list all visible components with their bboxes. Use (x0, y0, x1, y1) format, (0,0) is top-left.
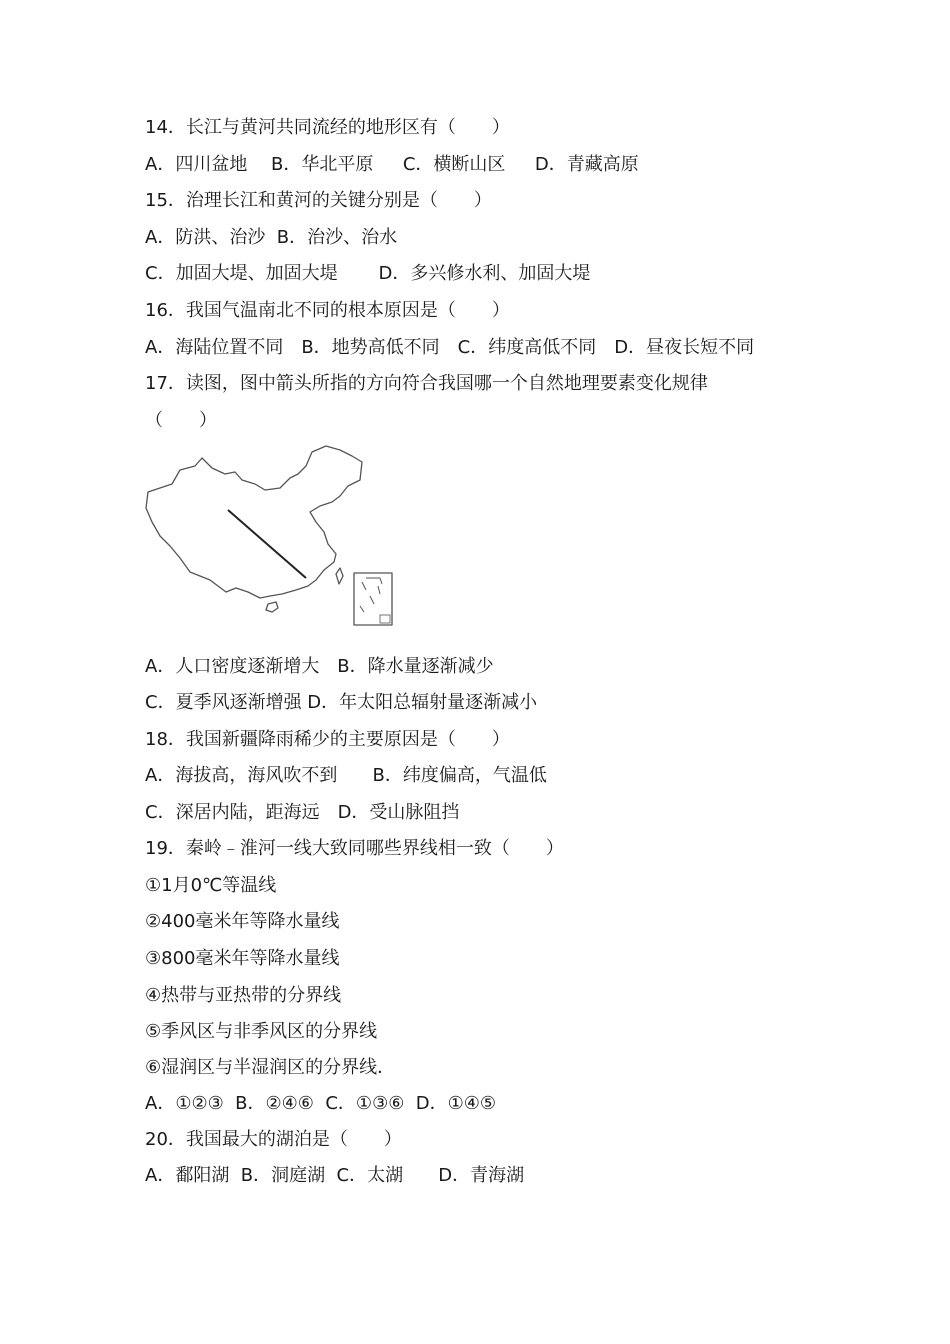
question-20-options: A．鄱阳湖 B．洞庭湖 C．太湖 D．青海湖 (145, 1165, 525, 1186)
china-map-figure (140, 440, 400, 635)
question-19-item-2: ②400毫米年等降水量线 (145, 911, 340, 932)
question-14-options: A．四川盆地 B．华北平原 C．横断山区 D．青藏高原 (145, 154, 639, 175)
hainan-island (266, 602, 278, 612)
question-16-options: A．海陆位置不同 B．地势高低不同 C．纬度高低不同 D．昼夜长短不同 (145, 337, 755, 358)
question-19-item-4: ④热带与亚热带的分界线 (145, 985, 342, 1006)
question-17-stem-line1: 17．读图，图中箭头所指的方向符合我国哪一个自然地理要素变化规律 (145, 373, 708, 394)
direction-arrow (228, 510, 306, 578)
taiwan-island (336, 568, 343, 584)
question-17-stem-line2: （ ） (145, 410, 217, 431)
question-15-options-line1: A．防洪、治沙 B．治沙、治水 (145, 227, 398, 248)
question-18-stem: 18．我国新疆降雨稀少的主要原因是（ ） (145, 729, 510, 750)
question-19-item-5: ⑤季风区与非季风区的分界线 (145, 1021, 378, 1042)
question-16-stem: 16．我国气温南北不同的根本原因是（ ） (145, 300, 510, 321)
question-18-options-line1: A．海拔高，海风吹不到 B．纬度偏高，气温低 (145, 765, 547, 786)
question-17-options-line1: A．人口密度逐渐增大 B．降水量逐渐减少 (145, 656, 494, 677)
china-outline (146, 446, 362, 598)
question-15-options-line2: C．加固大堤、加固大堤 D．多兴修水利、加固大堤 (145, 263, 591, 284)
question-19-stem: 19．秦岭﹣淮河一线大致同哪些界线相一致（ ） (145, 838, 564, 859)
question-19-item-3: ③800毫米年等降水量线 (145, 948, 340, 969)
question-19-options: A．①②③ B．②④⑥ C．①③⑥ D．①④⑤ (145, 1093, 497, 1114)
question-19-item-6: ⑥湿润区与半湿润区的分界线． (145, 1057, 396, 1078)
question-18-options-line2: C．深居内陆，距海远 D．受山脉阻挡 (145, 802, 460, 823)
south-china-sea-inset (354, 573, 392, 625)
question-19-item-1: ①1月0℃等温线 (145, 875, 277, 896)
question-15-stem: 15．治理长江和黄河的关键分别是（ ） (145, 190, 492, 211)
question-14-stem: 14．长江与黄河共同流经的地形区有（ ） (145, 117, 510, 138)
question-20-stem: 20．我国最大的湖泊是（ ） (145, 1129, 402, 1150)
question-17-options-line2: C．夏季风逐渐增强 D．年太阳总辐射量逐渐减小 (145, 692, 538, 713)
